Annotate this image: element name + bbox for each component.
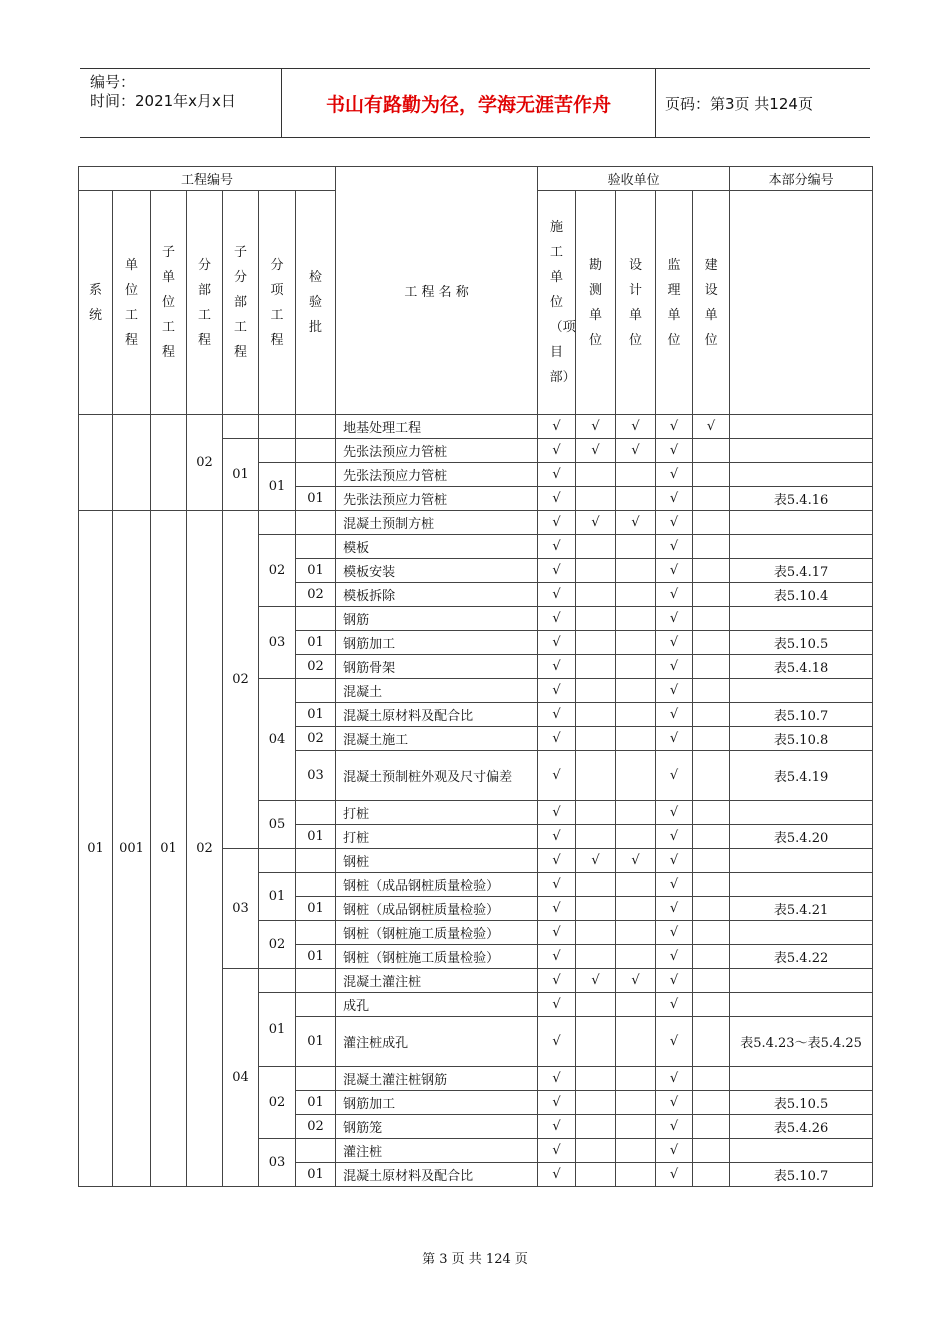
cell-project-name: 打桩 bbox=[336, 825, 538, 849]
cell-check-survey bbox=[576, 631, 616, 655]
cell-check-supervision: √ bbox=[656, 873, 693, 897]
cell-check-design bbox=[616, 751, 656, 801]
cell-project-name: 先张法预应力管桩 bbox=[336, 439, 538, 463]
cell-check-survey bbox=[576, 1163, 616, 1187]
col-system: 系统 bbox=[79, 191, 113, 415]
cell-section-code: 表5.4.20 bbox=[730, 825, 873, 849]
cell-check-supervision: √ bbox=[656, 511, 693, 535]
cell-item: 01 bbox=[259, 873, 296, 921]
cell-project-name: 混凝土灌注桩钢筋 bbox=[336, 1067, 538, 1091]
cell-check-construction: √ bbox=[538, 607, 576, 631]
cell-check-survey bbox=[576, 1017, 616, 1067]
cell-check-design bbox=[616, 583, 656, 607]
cell-check-construction: √ bbox=[538, 945, 576, 969]
cell-project-name: 混凝土灌注桩 bbox=[336, 969, 538, 993]
cell-check-owner bbox=[693, 1139, 730, 1163]
cell-section-code bbox=[730, 969, 873, 993]
cell-inspection-lot bbox=[296, 993, 336, 1017]
cell-section-code bbox=[730, 463, 873, 487]
cell-section-code: 表5.4.22 bbox=[730, 945, 873, 969]
cell-item bbox=[259, 511, 296, 535]
cell-inspection-lot: 03 bbox=[296, 751, 336, 801]
cell-check-owner bbox=[693, 1163, 730, 1187]
cell-project-name: 先张法预应力管桩 bbox=[336, 487, 538, 511]
cell-check-supervision: √ bbox=[656, 463, 693, 487]
cell-check-supervision: √ bbox=[656, 655, 693, 679]
cell-check-construction: √ bbox=[538, 921, 576, 945]
cell-check-supervision: √ bbox=[656, 607, 693, 631]
cell-item bbox=[259, 969, 296, 993]
cell-section-code bbox=[730, 1139, 873, 1163]
cell-check-supervision: √ bbox=[656, 559, 693, 583]
cell-sub-unit-project: 01 bbox=[151, 511, 187, 1187]
cell-check-survey bbox=[576, 607, 616, 631]
cell-check-design: √ bbox=[616, 969, 656, 993]
cell-item bbox=[259, 849, 296, 873]
cell-check-design: √ bbox=[616, 415, 656, 439]
header-page: 页码：第3页 共124页 bbox=[665, 94, 813, 113]
cell-item: 02 bbox=[259, 921, 296, 969]
cell-inspection-lot bbox=[296, 679, 336, 703]
cell-check-supervision: √ bbox=[656, 897, 693, 921]
cell-check-survey bbox=[576, 873, 616, 897]
group-header-acceptance-units: 验收单位 bbox=[538, 167, 730, 191]
cell-section-code: 表5.4.17 bbox=[730, 559, 873, 583]
cell-check-construction: √ bbox=[538, 849, 576, 873]
cell-section-code: 表5.10.4 bbox=[730, 583, 873, 607]
cell-check-survey bbox=[576, 559, 616, 583]
cell-project-name: 钢筋加工 bbox=[336, 631, 538, 655]
cell-check-owner bbox=[693, 825, 730, 849]
cell-check-construction: √ bbox=[538, 751, 576, 801]
cell-check-owner bbox=[693, 439, 730, 463]
col-project-name: 工 程 名 称 bbox=[336, 167, 538, 415]
cell-check-owner bbox=[693, 897, 730, 921]
cell-check-survey bbox=[576, 1067, 616, 1091]
cell-check-construction: √ bbox=[538, 1163, 576, 1187]
doc-number: 编号： bbox=[90, 73, 136, 91]
cell-check-design bbox=[616, 703, 656, 727]
cell-check-owner bbox=[693, 487, 730, 511]
cell-check-supervision: √ bbox=[656, 727, 693, 751]
cell-check-design bbox=[616, 1091, 656, 1115]
cell-check-survey: √ bbox=[576, 511, 616, 535]
cell-inspection-lot bbox=[296, 535, 336, 559]
cell-check-survey bbox=[576, 993, 616, 1017]
cell-check-survey bbox=[576, 679, 616, 703]
cell-project-name: 钢筋笼 bbox=[336, 1115, 538, 1139]
cell-inspection-lot bbox=[296, 849, 336, 873]
cell-item: 03 bbox=[259, 1139, 296, 1187]
cell-inspection-lot: 02 bbox=[296, 583, 336, 607]
cell-project-name: 混凝土原材料及配合比 bbox=[336, 1163, 538, 1187]
cell-check-supervision: √ bbox=[656, 945, 693, 969]
cell-inspection-lot: 01 bbox=[296, 1091, 336, 1115]
cell-project-name: 打桩 bbox=[336, 801, 538, 825]
cell-check-survey: √ bbox=[576, 415, 616, 439]
cell-check-construction: √ bbox=[538, 1067, 576, 1091]
cell-check-design bbox=[616, 1067, 656, 1091]
cell-check-construction: √ bbox=[538, 511, 576, 535]
cell-item: 04 bbox=[259, 679, 296, 801]
col-survey-unit: 勘测单位 bbox=[576, 191, 616, 415]
cell-check-supervision: √ bbox=[656, 751, 693, 801]
cell-check-construction: √ bbox=[538, 535, 576, 559]
cell-check-survey bbox=[576, 655, 616, 679]
cell-section-code bbox=[730, 511, 873, 535]
cell-unit-project: 001 bbox=[113, 511, 151, 1187]
cell-check-construction: √ bbox=[538, 897, 576, 921]
cell-check-construction: √ bbox=[538, 487, 576, 511]
cell-check-owner bbox=[693, 655, 730, 679]
cell-check-design bbox=[616, 873, 656, 897]
cell-project-name: 先张法预应力管桩 bbox=[336, 463, 538, 487]
cell-item bbox=[259, 415, 296, 439]
cell-check-survey bbox=[576, 1115, 616, 1139]
cell-check-survey bbox=[576, 751, 616, 801]
cell-check-owner bbox=[693, 559, 730, 583]
cell-check-survey: √ bbox=[576, 439, 616, 463]
cell-project-name: 钢筋加工 bbox=[336, 1091, 538, 1115]
cell-check-supervision: √ bbox=[656, 1115, 693, 1139]
cell-check-construction: √ bbox=[538, 583, 576, 607]
cell-check-design bbox=[616, 535, 656, 559]
cell-check-supervision: √ bbox=[656, 969, 693, 993]
cell-check-design bbox=[616, 679, 656, 703]
cell-project-name: 灌注桩 bbox=[336, 1139, 538, 1163]
cell-check-construction: √ bbox=[538, 825, 576, 849]
cell-check-design bbox=[616, 1163, 656, 1187]
cell-inspection-lot bbox=[296, 439, 336, 463]
cell-check-supervision: √ bbox=[656, 825, 693, 849]
cell-check-supervision: √ bbox=[656, 849, 693, 873]
cell-sub-division: 02 bbox=[223, 511, 259, 849]
cell-item: 05 bbox=[259, 801, 296, 849]
cell-check-design bbox=[616, 801, 656, 825]
cell-check-owner bbox=[693, 463, 730, 487]
cell-project-name: 钢桩 bbox=[336, 849, 538, 873]
cell-section-code: 表5.4.21 bbox=[730, 897, 873, 921]
cell-check-owner bbox=[693, 583, 730, 607]
cell-item: 02 bbox=[259, 535, 296, 607]
cell-check-owner bbox=[693, 679, 730, 703]
cell-check-supervision: √ bbox=[656, 631, 693, 655]
cell-inspection-lot bbox=[296, 607, 336, 631]
cell-check-design bbox=[616, 1139, 656, 1163]
cell-check-owner bbox=[693, 751, 730, 801]
col-sub-division-project: 子分部工程 bbox=[223, 191, 259, 415]
cell-check-owner bbox=[693, 727, 730, 751]
cell-check-construction: √ bbox=[538, 463, 576, 487]
cell-project-name: 混凝土施工 bbox=[336, 727, 538, 751]
cell-section-code: 表5.4.16 bbox=[730, 487, 873, 511]
cell-check-design bbox=[616, 945, 656, 969]
cell-check-supervision: √ bbox=[656, 415, 693, 439]
cell-division: 02 bbox=[187, 511, 223, 1187]
cell-check-supervision: √ bbox=[656, 1067, 693, 1091]
cell-project-name: 钢筋骨架 bbox=[336, 655, 538, 679]
col-construction-unit: 施工单位（项目部） bbox=[538, 191, 576, 415]
cell-inspection-lot: 01 bbox=[296, 1017, 336, 1067]
cell-check-supervision: √ bbox=[656, 487, 693, 511]
cell-check-supervision: √ bbox=[656, 1163, 693, 1187]
cell-check-design bbox=[616, 727, 656, 751]
cell-check-survey bbox=[576, 1091, 616, 1115]
cell-check-owner bbox=[693, 511, 730, 535]
cell-check-supervision: √ bbox=[656, 439, 693, 463]
cell-check-supervision: √ bbox=[656, 679, 693, 703]
cell-check-survey bbox=[576, 825, 616, 849]
cell-item: 02 bbox=[259, 1067, 296, 1139]
cell-section-code: 表5.10.7 bbox=[730, 1163, 873, 1187]
cell-check-owner bbox=[693, 535, 730, 559]
cell-system bbox=[79, 415, 113, 511]
cell-check-design bbox=[616, 655, 656, 679]
cell-section-code: 表5.10.5 bbox=[730, 1091, 873, 1115]
cell-check-construction: √ bbox=[538, 679, 576, 703]
cell-section-code bbox=[730, 1067, 873, 1091]
cell-check-owner bbox=[693, 631, 730, 655]
cell-check-survey: √ bbox=[576, 969, 616, 993]
cell-section-code bbox=[730, 921, 873, 945]
cell-check-owner bbox=[693, 1017, 730, 1067]
cell-item bbox=[259, 439, 296, 463]
cell-inspection-lot: 02 bbox=[296, 1115, 336, 1139]
col-sub-unit-project: 子单位工程 bbox=[151, 191, 187, 415]
cell-check-construction: √ bbox=[538, 727, 576, 751]
cell-check-survey bbox=[576, 727, 616, 751]
cell-item: 03 bbox=[259, 607, 296, 679]
cell-check-supervision: √ bbox=[656, 1139, 693, 1163]
cell-check-owner bbox=[693, 993, 730, 1017]
cell-section-code bbox=[730, 607, 873, 631]
cell-check-design bbox=[616, 1017, 656, 1067]
cell-check-survey bbox=[576, 703, 616, 727]
cell-project-name: 模板安装 bbox=[336, 559, 538, 583]
cell-check-owner bbox=[693, 801, 730, 825]
cell-project-name: 混凝土预制桩外观及尺寸偏差 bbox=[336, 751, 538, 801]
cell-inspection-lot: 01 bbox=[296, 559, 336, 583]
cell-sub-division: 04 bbox=[223, 969, 259, 1187]
page-footer: 第 3 页 共 124 页 bbox=[422, 1252, 528, 1267]
cell-inspection-lot: 01 bbox=[296, 1163, 336, 1187]
group-header-project-code: 工程编号 bbox=[79, 167, 336, 191]
cell-sub-division bbox=[223, 415, 259, 439]
cell-inspection-lot bbox=[296, 1139, 336, 1163]
cell-check-survey bbox=[576, 535, 616, 559]
cell-project-name: 灌注桩成孔 bbox=[336, 1017, 538, 1067]
cell-project-name: 混凝土预制方桩 bbox=[336, 511, 538, 535]
cell-section-code bbox=[730, 535, 873, 559]
cell-sub-division: 03 bbox=[223, 849, 259, 969]
cell-check-construction: √ bbox=[538, 1139, 576, 1163]
cell-check-construction: √ bbox=[538, 1115, 576, 1139]
cell-unit-project bbox=[113, 415, 151, 511]
col-section-code: 本部分编号 bbox=[730, 167, 873, 191]
cell-section-code: 表5.4.23～表5.4.25 bbox=[730, 1017, 873, 1067]
cell-section-code: 表5.10.8 bbox=[730, 727, 873, 751]
cell-check-construction: √ bbox=[538, 801, 576, 825]
cell-project-name: 模板 bbox=[336, 535, 538, 559]
cell-check-design bbox=[616, 487, 656, 511]
cell-check-owner bbox=[693, 921, 730, 945]
cell-check-owner bbox=[693, 1115, 730, 1139]
cell-check-owner bbox=[693, 703, 730, 727]
cell-section-code bbox=[730, 439, 873, 463]
cell-section-code: 表5.10.7 bbox=[730, 703, 873, 727]
cell-section-code: 表5.10.5 bbox=[730, 631, 873, 655]
cell-check-construction: √ bbox=[538, 993, 576, 1017]
cell-section-code bbox=[730, 801, 873, 825]
cell-item: 01 bbox=[259, 463, 296, 511]
col-design-unit: 设计单位 bbox=[616, 191, 656, 415]
cell-inspection-lot bbox=[296, 415, 336, 439]
cell-section-code: 表5.4.18 bbox=[730, 655, 873, 679]
cell-check-owner bbox=[693, 607, 730, 631]
cell-check-owner: √ bbox=[693, 415, 730, 439]
cell-inspection-lot: 01 bbox=[296, 945, 336, 969]
cell-check-survey bbox=[576, 583, 616, 607]
cell-check-supervision: √ bbox=[656, 921, 693, 945]
cell-inspection-lot bbox=[296, 463, 336, 487]
inspection-table bbox=[78, 166, 873, 1187]
col-unit-project: 单位工程 bbox=[113, 191, 151, 415]
cell-check-owner bbox=[693, 969, 730, 993]
cell-section-code bbox=[730, 849, 873, 873]
cell-inspection-lot bbox=[296, 969, 336, 993]
cell-project-name: 混凝土原材料及配合比 bbox=[336, 703, 538, 727]
cell-section-code bbox=[730, 873, 873, 897]
cell-project-name: 钢桩（钢桩施工质量检验） bbox=[336, 945, 538, 969]
page-header bbox=[80, 68, 870, 138]
cell-check-survey bbox=[576, 945, 616, 969]
col-owner-unit: 建设单位 bbox=[693, 191, 730, 415]
cell-check-construction: √ bbox=[538, 1091, 576, 1115]
cell-check-construction: √ bbox=[538, 559, 576, 583]
cell-check-owner bbox=[693, 1067, 730, 1091]
cell-check-supervision: √ bbox=[656, 703, 693, 727]
cell-check-supervision: √ bbox=[656, 801, 693, 825]
cell-check-construction: √ bbox=[538, 969, 576, 993]
cell-check-construction: √ bbox=[538, 415, 576, 439]
cell-item: 01 bbox=[259, 993, 296, 1067]
cell-check-survey bbox=[576, 897, 616, 921]
cell-check-survey bbox=[576, 801, 616, 825]
cell-project-name: 钢筋 bbox=[336, 607, 538, 631]
cell-check-construction: √ bbox=[538, 631, 576, 655]
cell-check-design bbox=[616, 921, 656, 945]
cell-section-code bbox=[730, 993, 873, 1017]
cell-check-design bbox=[616, 607, 656, 631]
cell-inspection-lot: 01 bbox=[296, 487, 336, 511]
cell-project-name: 模板拆除 bbox=[336, 583, 538, 607]
cell-check-design bbox=[616, 1115, 656, 1139]
cell-check-construction: √ bbox=[538, 1017, 576, 1067]
cell-inspection-lot: 01 bbox=[296, 825, 336, 849]
cell-project-name: 混凝土 bbox=[336, 679, 538, 703]
cell-inspection-lot bbox=[296, 921, 336, 945]
cell-project-name: 钢桩（成品钢桩质量检验） bbox=[336, 897, 538, 921]
cell-check-survey bbox=[576, 921, 616, 945]
cell-check-construction: √ bbox=[538, 439, 576, 463]
cell-section-code: 表5.4.26 bbox=[730, 1115, 873, 1139]
cell-sub-unit-project bbox=[151, 415, 187, 511]
cell-inspection-lot: 01 bbox=[296, 703, 336, 727]
cell-check-survey bbox=[576, 487, 616, 511]
cell-inspection-lot: 02 bbox=[296, 727, 336, 751]
table-row bbox=[79, 415, 873, 439]
cell-check-survey bbox=[576, 463, 616, 487]
col-division-project: 分部工程 bbox=[187, 191, 223, 415]
cell-sub-division: 01 bbox=[223, 439, 259, 511]
cell-check-construction: √ bbox=[538, 873, 576, 897]
header-meta bbox=[80, 69, 282, 137]
cell-check-design bbox=[616, 825, 656, 849]
cell-check-design bbox=[616, 559, 656, 583]
cell-inspection-lot: 01 bbox=[296, 897, 336, 921]
cell-check-design bbox=[616, 631, 656, 655]
cell-check-supervision: √ bbox=[656, 535, 693, 559]
cell-check-owner bbox=[693, 1091, 730, 1115]
cell-check-construction: √ bbox=[538, 655, 576, 679]
cell-project-name: 地基处理工程 bbox=[336, 415, 538, 439]
cell-inspection-lot bbox=[296, 801, 336, 825]
cell-division: 02 bbox=[187, 415, 223, 511]
cell-inspection-lot bbox=[296, 873, 336, 897]
col-supervision-unit: 监理单位 bbox=[656, 191, 693, 415]
cell-inspection-lot bbox=[296, 1067, 336, 1091]
col-section-code-body bbox=[730, 191, 873, 415]
col-item-project: 分项工程 bbox=[259, 191, 296, 415]
cell-check-design bbox=[616, 897, 656, 921]
doc-time: 时间：2021年x月x日 bbox=[90, 92, 236, 110]
cell-check-survey: √ bbox=[576, 849, 616, 873]
cell-system: 01 bbox=[79, 511, 113, 1187]
header-motto: 书山有路勤为径，学海无涯苦作舟 bbox=[282, 69, 656, 137]
cell-check-design bbox=[616, 463, 656, 487]
cell-check-design bbox=[616, 993, 656, 1017]
cell-project-name: 钢桩（钢桩施工质量检验） bbox=[336, 921, 538, 945]
cell-check-owner bbox=[693, 849, 730, 873]
cell-section-code bbox=[730, 415, 873, 439]
cell-check-owner bbox=[693, 873, 730, 897]
cell-check-design: √ bbox=[616, 439, 656, 463]
cell-check-design: √ bbox=[616, 849, 656, 873]
table-row bbox=[79, 511, 873, 535]
cell-section-code bbox=[730, 679, 873, 703]
cell-check-survey bbox=[576, 1139, 616, 1163]
cell-project-name: 成孔 bbox=[336, 993, 538, 1017]
cell-section-code: 表5.4.19 bbox=[730, 751, 873, 801]
col-inspection-lot: 检验批 bbox=[296, 191, 336, 415]
cell-inspection-lot: 01 bbox=[296, 631, 336, 655]
cell-inspection-lot: 02 bbox=[296, 655, 336, 679]
cell-check-supervision: √ bbox=[656, 1091, 693, 1115]
cell-check-design: √ bbox=[616, 511, 656, 535]
cell-check-owner bbox=[693, 945, 730, 969]
cell-check-construction: √ bbox=[538, 703, 576, 727]
cell-check-supervision: √ bbox=[656, 583, 693, 607]
cell-project-name: 钢桩（成品钢桩质量检验） bbox=[336, 873, 538, 897]
cell-check-supervision: √ bbox=[656, 1017, 693, 1067]
cell-check-supervision: √ bbox=[656, 993, 693, 1017]
cell-inspection-lot bbox=[296, 511, 336, 535]
